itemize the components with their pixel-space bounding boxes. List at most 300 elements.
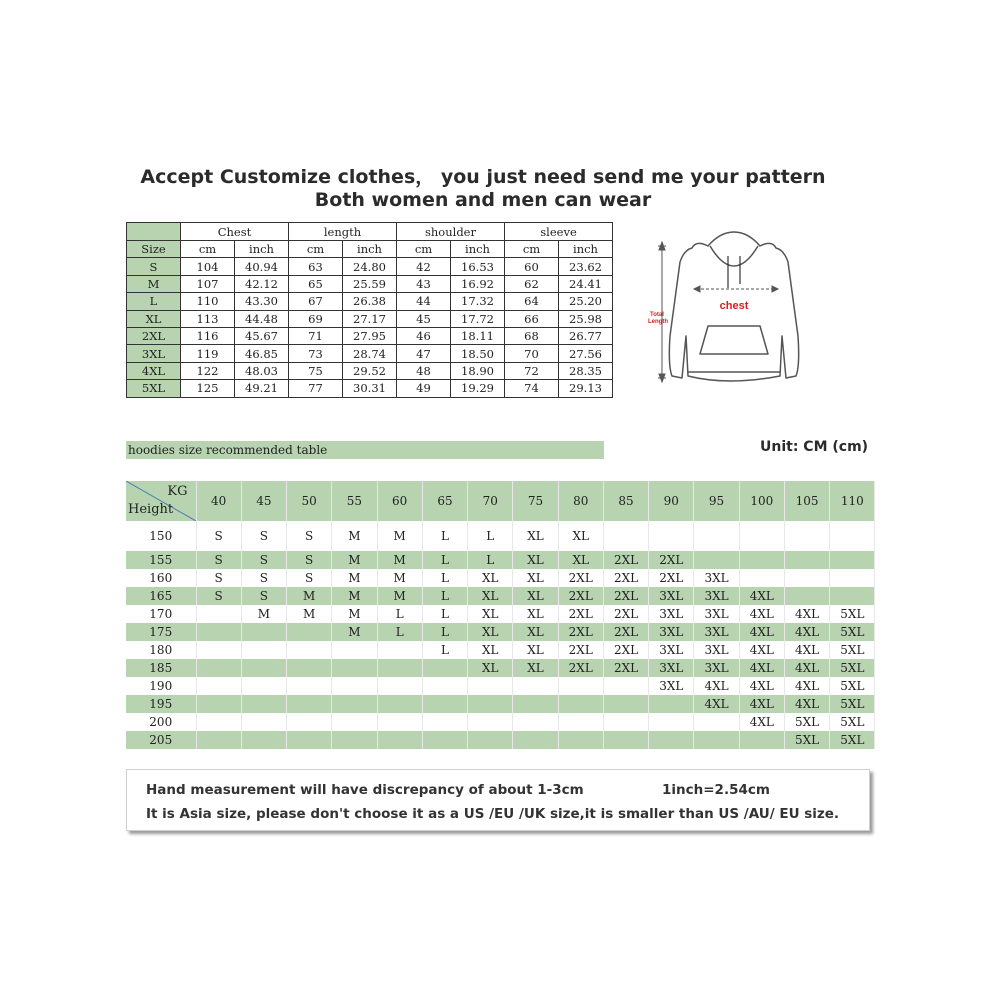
recommended-size-cell: L — [422, 551, 467, 569]
size-header: Size — [127, 241, 181, 258]
recommended-size-cell: 2XL — [558, 587, 603, 605]
measurement-cell: 68 — [505, 327, 559, 344]
recommended-size-cell: 2XL — [603, 605, 648, 623]
unit-header: cm — [397, 241, 451, 258]
measurement-cell: 44.48 — [235, 310, 289, 327]
size-chart-table — [126, 222, 613, 398]
headline-unisex: Both women and men can wear — [314, 189, 652, 211]
recommended-size-cell — [830, 551, 875, 569]
recommended-size-cell — [422, 713, 467, 731]
recommended-size-cell — [649, 713, 694, 731]
measurement-cell: 119 — [181, 345, 235, 362]
recommended-size-cell: 5XL — [830, 605, 875, 623]
recommended-size-cell: S — [196, 569, 241, 587]
recommended-size-cell: 2XL — [603, 623, 648, 641]
recommended-size-cell: L — [422, 641, 467, 659]
recommended-size-cell — [739, 551, 784, 569]
unit-header: inch — [451, 241, 505, 258]
recommended-size-cell: S — [287, 521, 332, 551]
size-cell: M — [127, 275, 181, 292]
recommended-size-cell: 4XL — [739, 623, 784, 641]
recommended-size-cell: 3XL — [694, 641, 739, 659]
measurement-cell: 30.31 — [343, 380, 397, 397]
recommended-size-cell — [422, 659, 467, 677]
recommended-size-cell: S — [196, 587, 241, 605]
weight-header: 90 — [649, 481, 694, 521]
recommended-size-cell: XL — [558, 521, 603, 551]
measurement-cell: 43 — [397, 275, 451, 292]
recommended-size-cell — [784, 569, 829, 587]
measurement-cell: 64 — [505, 293, 559, 310]
recommended-size-cell: L — [422, 623, 467, 641]
size-cell: 2XL — [127, 327, 181, 344]
weight-header: 75 — [513, 481, 558, 521]
unit-label: Unit: CM (cm) — [760, 439, 869, 455]
recommended-size-cell: 2XL — [558, 623, 603, 641]
recommended-size-cell — [694, 521, 739, 551]
weight-header: 60 — [377, 481, 422, 521]
size-chart-row — [127, 258, 613, 275]
recommended-size-cell — [468, 677, 513, 695]
recommended-size-cell — [830, 569, 875, 587]
size-cell: XL — [127, 310, 181, 327]
recommended-size-cell: 2XL — [649, 551, 694, 569]
recommended-size-cell: 5XL — [830, 641, 875, 659]
recommended-size-cell — [332, 731, 377, 749]
size-chart-row — [127, 345, 613, 362]
recommended-size-cell: 5XL — [830, 713, 875, 731]
weight-header: 65 — [422, 481, 467, 521]
recommended-size-cell: 4XL — [739, 713, 784, 731]
recommended-size-cell: M — [332, 569, 377, 587]
recommended-size-cell: S — [241, 587, 286, 605]
weight-header: 45 — [241, 481, 286, 521]
height-row — [126, 551, 875, 569]
measurement-cell: 45 — [397, 310, 451, 327]
measurement-cell: 27.56 — [559, 345, 613, 362]
height-cell: 160 — [126, 569, 196, 587]
recommended-size-cell: 4XL — [739, 587, 784, 605]
recommended-size-cell: M — [241, 605, 286, 623]
recommended-size-cell — [287, 659, 332, 677]
measurement-cell: 67 — [289, 293, 343, 310]
measurement-cell: 46 — [397, 327, 451, 344]
measurement-cell: 60 — [505, 258, 559, 275]
recommended-size-cell: XL — [513, 641, 558, 659]
measurement-cell: 18.90 — [451, 362, 505, 379]
recommended-size-cell: 3XL — [694, 569, 739, 587]
recommended-size-cell: XL — [468, 569, 513, 587]
note-asia-size: It is Asia size, please don't choose it as a US /EU /UK size,it is smaller than US /AU/ EU size. — [146, 806, 840, 822]
size-cell: 5XL — [127, 380, 181, 397]
recommended-size-cell — [241, 677, 286, 695]
recommended-size-cell: XL — [513, 605, 558, 623]
recommended-size-cell: XL — [513, 623, 558, 641]
height-cell: 180 — [126, 641, 196, 659]
measurement-cell: 62 — [505, 275, 559, 292]
recommended-size-cell — [694, 731, 739, 749]
recommended-size-cell: 5XL — [784, 713, 829, 731]
measurement-cell: 25.20 — [559, 293, 613, 310]
recommended-size-cell — [196, 605, 241, 623]
recommended-size-cell — [377, 659, 422, 677]
recommended-size-cell — [784, 551, 829, 569]
weight-header: 55 — [332, 481, 377, 521]
measurement-cell: 74 — [505, 380, 559, 397]
recommended-size-cell — [241, 659, 286, 677]
measurement-cell: 29.52 — [343, 362, 397, 379]
recommended-size-cell — [739, 731, 784, 749]
recommended-size-cell — [513, 677, 558, 695]
recommended-size-cell — [332, 713, 377, 731]
recommended-size-cell: S — [241, 569, 286, 587]
size-chart-row — [127, 293, 613, 310]
recommended-size-cell: M — [332, 521, 377, 551]
recommended-size-cell — [468, 695, 513, 713]
size-chart-unit-row — [127, 241, 613, 258]
recommended-size-cell: 2XL — [558, 605, 603, 623]
measurement-cell: 72 — [505, 362, 559, 379]
measurement-cell: 43.30 — [235, 293, 289, 310]
recommended-size-cell: S — [196, 521, 241, 551]
recommended-size-cell: 2XL — [649, 569, 694, 587]
recommended-size-cell: 5XL — [830, 659, 875, 677]
unit-header: cm — [181, 241, 235, 258]
recommended-size-cell: 4XL — [784, 623, 829, 641]
recommended-size-cell: M — [287, 605, 332, 623]
measurement-cell: 48.03 — [235, 362, 289, 379]
notes-box — [126, 769, 870, 831]
recommended-size-cell: 2XL — [603, 641, 648, 659]
recommended-size-cell — [558, 731, 603, 749]
measurement-cell: 71 — [289, 327, 343, 344]
recommended-size-cell — [287, 713, 332, 731]
group-header-length: length — [289, 223, 397, 241]
group-header-shoulder: shoulder — [397, 223, 505, 241]
recommended-size-cell — [830, 521, 875, 551]
recommended-size-cell — [603, 731, 648, 749]
measurement-cell: 40.94 — [235, 258, 289, 275]
recommended-size-cell — [784, 521, 829, 551]
recommended-size-cell: XL — [513, 521, 558, 551]
recommended-size-cell: M — [332, 587, 377, 605]
measurement-cell: 122 — [181, 362, 235, 379]
recommended-size-cell — [830, 587, 875, 605]
recommended-size-cell — [377, 677, 422, 695]
recommended-size-cell: 4XL — [739, 605, 784, 623]
size-chart-row — [127, 327, 613, 344]
recommended-size-cell — [422, 677, 467, 695]
measurement-cell: 42 — [397, 258, 451, 275]
recommended-size-table — [126, 481, 875, 749]
recommended-size-cell — [241, 623, 286, 641]
recommended-table-title: hoodies size recommended table — [126, 441, 604, 459]
measurement-cell: 28.35 — [559, 362, 613, 379]
height-row — [126, 695, 875, 713]
recommended-size-cell: L — [377, 605, 422, 623]
height-row — [126, 677, 875, 695]
recommended-size-cell: XL — [513, 587, 558, 605]
recommended-size-cell: M — [332, 551, 377, 569]
height-label: Height — [128, 502, 174, 517]
recommended-size-cell: M — [377, 587, 422, 605]
measurement-cell: 24.80 — [343, 258, 397, 275]
measurement-cell: 16.92 — [451, 275, 505, 292]
recommended-size-cell — [649, 695, 694, 713]
recommended-size-cell: 4XL — [784, 641, 829, 659]
recommended-size-cell: 5XL — [784, 731, 829, 749]
headline-customize: Accept Customize clothes， you just need send me your pattern — [140, 166, 826, 188]
size-chart-row — [127, 275, 613, 292]
recommended-size-cell: 2XL — [558, 659, 603, 677]
recommended-size-cell: L — [422, 605, 467, 623]
recommended-size-cell: 2XL — [603, 659, 648, 677]
recommended-size-cell: XL — [468, 623, 513, 641]
measurement-cell: 18.50 — [451, 345, 505, 362]
recommended-size-cell: S — [196, 551, 241, 569]
recommended-size-cell: 2XL — [603, 551, 648, 569]
recommended-size-cell — [513, 713, 558, 731]
measurement-cell: 48 — [397, 362, 451, 379]
recommended-size-cell — [287, 731, 332, 749]
recommended-size-cell: 3XL — [649, 605, 694, 623]
weight-header: 85 — [603, 481, 648, 521]
recommended-size-cell: L — [422, 569, 467, 587]
measurement-cell: 42.12 — [235, 275, 289, 292]
total-length-label: Total — [650, 312, 664, 318]
weight-header: 50 — [287, 481, 332, 521]
height-cell: 155 — [126, 551, 196, 569]
weight-header: 40 — [196, 481, 241, 521]
kg-label: KG — [167, 484, 188, 499]
recommended-size-cell — [603, 695, 648, 713]
recommended-size-cell — [196, 713, 241, 731]
recommended-size-cell — [513, 695, 558, 713]
recommended-size-cell: M — [377, 551, 422, 569]
measurement-cell: 25.98 — [559, 310, 613, 327]
height-row — [126, 641, 875, 659]
recommended-size-cell: 5XL — [830, 623, 875, 641]
measurement-cell: 29.13 — [559, 380, 613, 397]
recommended-size-cell — [468, 731, 513, 749]
note-inch-conversion: 1inch=2.54cm — [662, 782, 770, 798]
recommended-size-cell — [422, 695, 467, 713]
measurement-cell: 45.67 — [235, 327, 289, 344]
measurement-cell: 65 — [289, 275, 343, 292]
recommended-size-cell: L — [468, 551, 513, 569]
height-cell: 150 — [126, 521, 196, 551]
measurement-cell: 47 — [397, 345, 451, 362]
recommended-size-cell — [196, 641, 241, 659]
recommended-size-cell: 2XL — [603, 569, 648, 587]
recommended-size-cell: 4XL — [784, 659, 829, 677]
recommended-size-cell: 4XL — [694, 677, 739, 695]
recommended-size-cell: 4XL — [739, 659, 784, 677]
recommended-size-cell — [468, 713, 513, 731]
measurement-cell: 44 — [397, 293, 451, 310]
measurement-cell: 66 — [505, 310, 559, 327]
recommended-size-cell: 3XL — [694, 659, 739, 677]
height-row — [126, 605, 875, 623]
measurement-cell: 17.32 — [451, 293, 505, 310]
measurement-cell: 25.59 — [343, 275, 397, 292]
recommended-size-cell — [377, 731, 422, 749]
recommended-size-cell — [241, 641, 286, 659]
measurement-cell: 23.62 — [559, 258, 613, 275]
height-cell: 195 — [126, 695, 196, 713]
unit-header: inch — [343, 241, 397, 258]
measurement-cell: 28.74 — [343, 345, 397, 362]
measurement-cell: 18.11 — [451, 327, 505, 344]
recommended-size-cell — [196, 677, 241, 695]
recommended-size-cell — [287, 641, 332, 659]
recommended-size-cell — [241, 713, 286, 731]
recommended-size-cell: 4XL — [784, 695, 829, 713]
size-chart-corner — [127, 223, 181, 241]
recommended-size-cell: 3XL — [649, 587, 694, 605]
recommended-size-cell — [694, 551, 739, 569]
unit-header: cm — [505, 241, 559, 258]
measurement-cell: 70 — [505, 345, 559, 362]
recommended-size-cell: 2XL — [558, 641, 603, 659]
size-cell: 3XL — [127, 345, 181, 362]
height-row — [126, 587, 875, 605]
recommended-size-cell: 3XL — [649, 641, 694, 659]
recommended-size-cell — [287, 677, 332, 695]
measurement-cell: 75 — [289, 362, 343, 379]
recommended-size-cell: L — [422, 587, 467, 605]
weight-header: 105 — [784, 481, 829, 521]
recommended-size-cell — [287, 623, 332, 641]
measurement-cell: 49.21 — [235, 380, 289, 397]
recommended-size-cell: 3XL — [649, 677, 694, 695]
height-row — [126, 731, 875, 749]
measurement-cell: 24.41 — [559, 275, 613, 292]
recommended-size-cell: XL — [468, 659, 513, 677]
recommended-size-cell — [332, 695, 377, 713]
recommended-size-cell: S — [287, 569, 332, 587]
recommended-size-cell — [513, 731, 558, 749]
group-header-sleeve: sleeve — [505, 223, 613, 241]
recommended-size-cell — [603, 521, 648, 551]
recommended-size-cell — [196, 695, 241, 713]
total-length-label-2: Length — [648, 319, 668, 325]
height-cell: 200 — [126, 713, 196, 731]
recommended-size-cell: 3XL — [694, 623, 739, 641]
recommended-size-cell — [558, 677, 603, 695]
recommended-size-cell — [377, 713, 422, 731]
measurement-cell: 63 — [289, 258, 343, 275]
recommended-size-cell: 2XL — [558, 569, 603, 587]
recommended-size-cell: 4XL — [784, 677, 829, 695]
recommended-size-cell: XL — [558, 551, 603, 569]
recommended-size-cell — [649, 521, 694, 551]
size-chart-group-row — [127, 223, 613, 241]
recommended-size-cell: M — [332, 623, 377, 641]
measurement-cell: 26.77 — [559, 327, 613, 344]
recommended-size-cell: S — [241, 521, 286, 551]
weight-header-row — [126, 481, 875, 521]
recommended-size-cell: L — [422, 521, 467, 551]
measurement-cell: 27.17 — [343, 310, 397, 327]
recommended-size-cell — [603, 677, 648, 695]
weight-header: 80 — [558, 481, 603, 521]
recommended-size-cell — [196, 623, 241, 641]
recommended-size-cell — [784, 587, 829, 605]
measurement-cell: 104 — [181, 258, 235, 275]
unit-header: inch — [235, 241, 289, 258]
recommended-size-cell — [196, 659, 241, 677]
recommended-size-cell: M — [287, 587, 332, 605]
recommended-size-cell: 4XL — [784, 605, 829, 623]
recommended-size-cell: M — [377, 521, 422, 551]
size-chart-row — [127, 362, 613, 379]
recommended-size-cell: 4XL — [739, 695, 784, 713]
recommended-size-cell — [332, 677, 377, 695]
recommended-size-cell: 3XL — [694, 605, 739, 623]
hoodie-diagram — [648, 226, 830, 396]
recommended-size-cell — [241, 695, 286, 713]
measurement-cell: 27.95 — [343, 327, 397, 344]
measurement-cell: 125 — [181, 380, 235, 397]
height-row — [126, 659, 875, 677]
recommended-size-cell — [739, 521, 784, 551]
height-cell: 170 — [126, 605, 196, 623]
recommended-size-cell: 5XL — [830, 677, 875, 695]
recommended-size-cell: 4XL — [694, 695, 739, 713]
recommended-size-cell — [377, 641, 422, 659]
recommended-size-cell: XL — [468, 605, 513, 623]
recommended-size-cell: 3XL — [649, 659, 694, 677]
recommended-size-cell — [649, 731, 694, 749]
unit-header: cm — [289, 241, 343, 258]
size-chart-row — [127, 380, 613, 397]
recommended-size-cell — [377, 695, 422, 713]
recommended-size-cell: S — [241, 551, 286, 569]
unit-header: inch — [559, 241, 613, 258]
recommended-size-cell: XL — [513, 569, 558, 587]
recommended-size-cell: 3XL — [649, 623, 694, 641]
size-cell: 4XL — [127, 362, 181, 379]
recommended-size-cell — [603, 713, 648, 731]
measurement-cell: 73 — [289, 345, 343, 362]
recommended-size-cell: S — [287, 551, 332, 569]
measurement-cell: 116 — [181, 327, 235, 344]
measurement-cell: 107 — [181, 275, 235, 292]
recommended-size-cell: XL — [513, 551, 558, 569]
height-cell: 185 — [126, 659, 196, 677]
height-cell: 205 — [126, 731, 196, 749]
recommended-size-cell — [558, 695, 603, 713]
recommended-size-cell — [196, 731, 241, 749]
measurement-cell: 19.29 — [451, 380, 505, 397]
height-cell: 165 — [126, 587, 196, 605]
recommended-size-cell: M — [377, 569, 422, 587]
recommended-size-cell — [287, 695, 332, 713]
recommended-size-cell — [694, 713, 739, 731]
height-row — [126, 713, 875, 731]
recommended-size-cell — [332, 641, 377, 659]
measurement-cell: 69 — [289, 310, 343, 327]
note-discrepancy: Hand measurement will have discrepancy of about 1-3cm — [146, 782, 584, 798]
recommended-size-cell — [558, 713, 603, 731]
size-cell: L — [127, 293, 181, 310]
recommended-size-cell — [241, 731, 286, 749]
recommended-size-cell: 3XL — [694, 587, 739, 605]
recommended-size-cell: XL — [468, 587, 513, 605]
kg-height-corner — [126, 481, 196, 521]
height-row — [126, 569, 875, 587]
